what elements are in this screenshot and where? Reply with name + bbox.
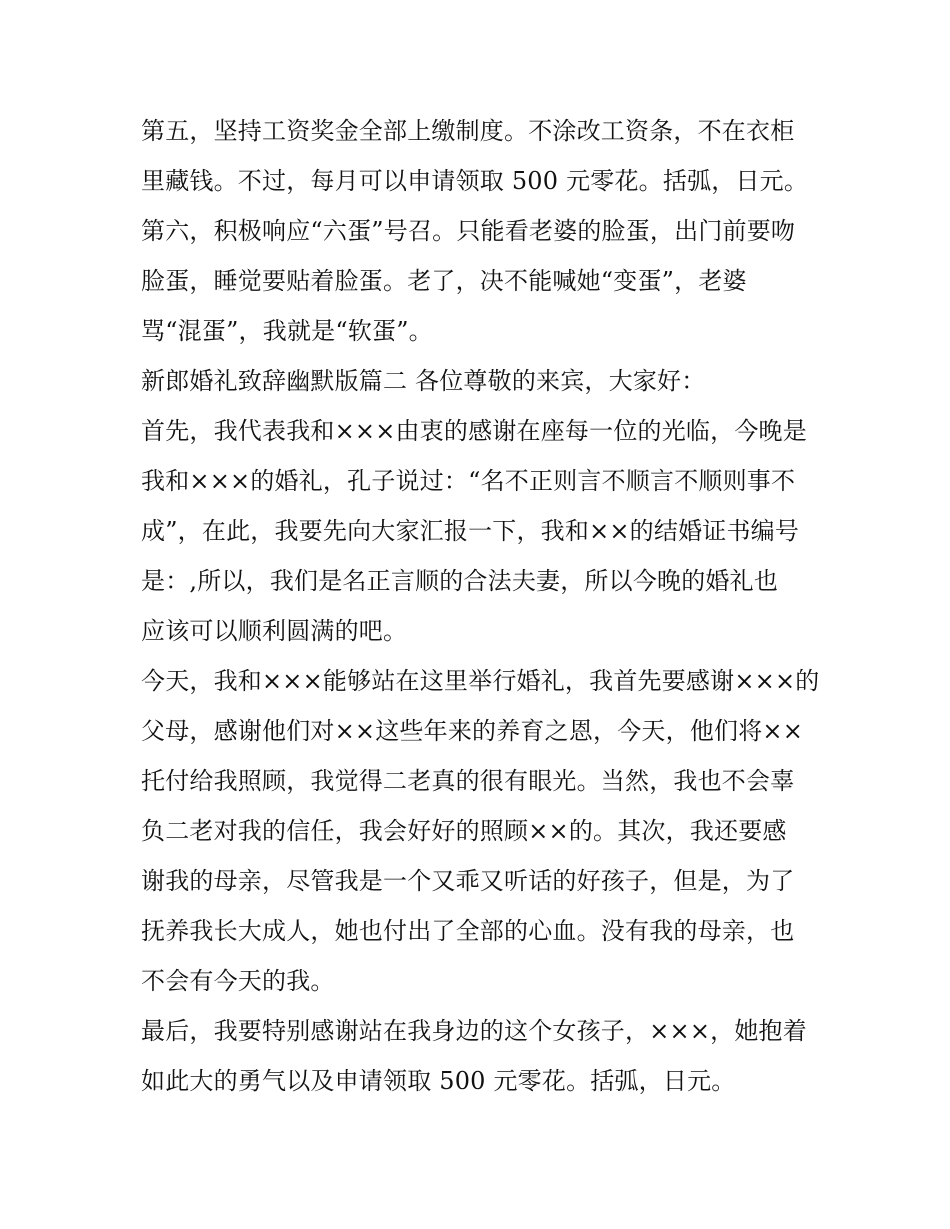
text-line: 今天，我和×××能够站在这里举行婚礼，我首先要感谢×××的 bbox=[141, 667, 820, 695]
text-line: 应该可以顺利圆满的吧。 bbox=[141, 617, 408, 645]
text-line: 第五，坚持工资奖金全部上缴制度。不涂改工资条，不在衣柜 bbox=[141, 117, 795, 145]
text-line: 第六，积极响应“六蛋”号召。只能看老婆的脸蛋，出门前要吻 bbox=[141, 217, 796, 245]
document-body bbox=[141, 106, 821, 1106]
text-line: 首先，我代表我和×××由衷的感谢在座每一位的光临，今晚是 bbox=[141, 417, 807, 445]
text-line: 托付给我照顾，我觉得二老真的很有眼光。当然，我也不会辜 bbox=[141, 767, 795, 795]
text-line: 谢我的母亲，尽管我是一个又乖又听话的好孩子，但是，为了 bbox=[141, 867, 795, 895]
text-line: 父母，感谢他们对××这些年来的养育之恩，今天，他们将×× bbox=[141, 717, 804, 745]
text-line: 最后，我要特别感谢站在我身边的这个女孩子，×××，她抱着 bbox=[141, 1017, 807, 1045]
text-line: 是：,所以，我们是名正言顺的合法夫妻，所以今晚的婚礼也 bbox=[141, 567, 779, 595]
text-line: 骂“混蛋”，我就是“软蛋”。 bbox=[141, 317, 433, 345]
text-line: 我和×××的婚礼，孔子说过：“名不正则言不顺言不顺则事不 bbox=[141, 467, 796, 495]
text-line: 不会有今天的我。 bbox=[141, 967, 335, 995]
section-heading-line: 新郎婚礼致辞幽默版篇二 各位尊敬的来宾，大家好： bbox=[141, 367, 706, 395]
text-line: 抚养我长大成人，她也付出了全部的心血。没有我的母亲，也 bbox=[141, 917, 795, 945]
text-line: 如此大的勇气以及申请领取 500 元零花。括弧，日元。 bbox=[141, 1067, 736, 1095]
text-line: 成”，在此，我要先向大家汇报一下，我和××的结婚证书编号 bbox=[141, 517, 800, 545]
text-line: 脸蛋，睡觉要贴着脸蛋。老了，决不能喊她“变蛋”，老婆 bbox=[141, 267, 747, 295]
text-line: 负二老对我的信任，我会好好的照顾××的。其次，我还要感 bbox=[141, 817, 787, 845]
text-line: 里藏钱。不过，每月可以申请领取 500 元零花。括弧，日元。 bbox=[141, 167, 809, 195]
